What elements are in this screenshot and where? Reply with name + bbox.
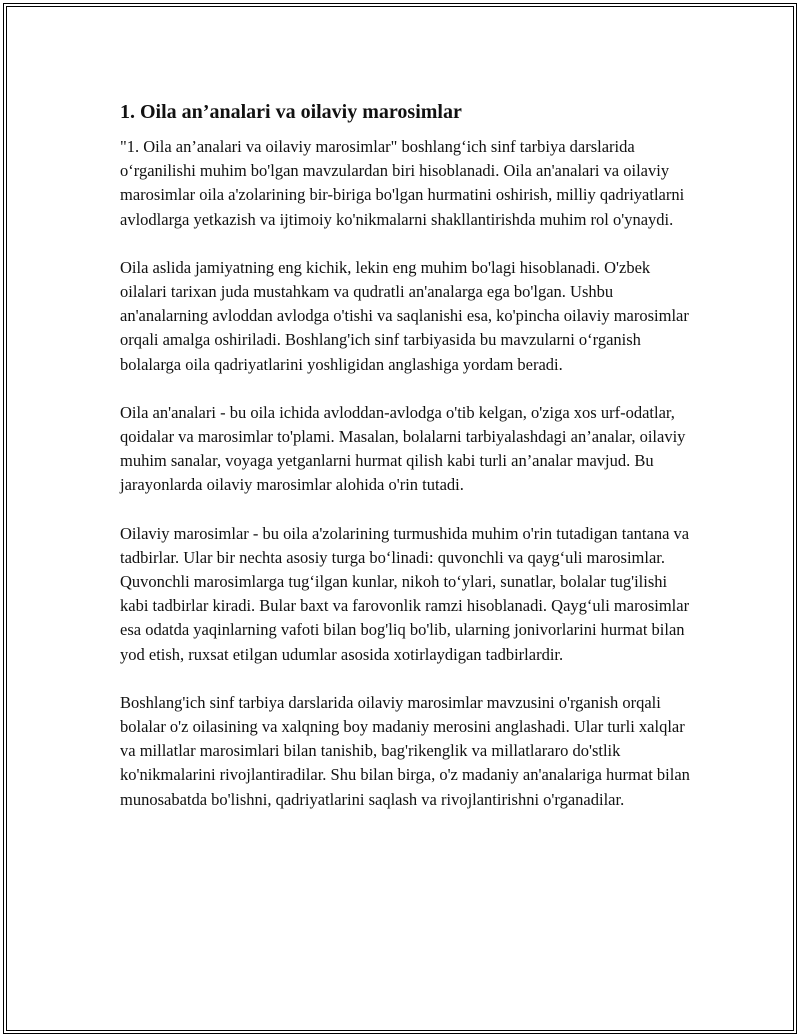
paragraph-1: "1. Oila an’analari va oilaviy marosimlar" boshlang‘ich sinf tarbiya darslarida o‘rganilishi muhim bo'lgan mavzulardan biri hisoblanadi. Oila an'analari va oilaviy marosimlar oila a'zolarining bir-biriga bo'lgan hurmatini oshirish, milliy qadriyatlarni avlodlarga yetkazish va ijtimoiy ko'nikmalarni shakllantirishda muhim rol o'ynaydi.: [120, 137, 685, 229]
document-page: [3, 3, 797, 1034]
paragraph-2: Oila aslida jamiyatning eng kichik, lekin eng muhim bo'lagi hisoblanadi. O'zbek oilalari tarixan juda mustahkam va qudratli an'analarga ega bo'lgan. Ushbu an'analarning avloddan avlodga o'tishi va saqlanishi esa, ko'pincha oilaviy marosimlar orqali amalga oshiriladi. Boshlang'ich sinf tarbiyasida bu mavzularni o‘rganish bolalarga oila qadriyatlarini yoshligidan anglashiga yordam beradi.: [120, 257, 689, 374]
paragraph-4: Oilaviy marosimlar - bu oila a'zolarining turmushida muhim o'rin tutadigan tantana va tadbirlar. Ular bir nechta asosiy turga bo‘linadi: quvonchli va qayg‘uli marosimlar. Quvonchli marosimlarga tug‘ilgan kunlar, nikoh to‘ylari, sunatlar, bolalar tug'ilishi kabi tadbirlar kiradi. Bular baxt va farovonlik ramzi hisoblanadi. Qayg‘uli marosimlar esa odatda yaqinlarning vafoti bilan bog'liq bo'lib, ularning jonivorlarini hurmat bilan yod etish, ruxsat etilgan udumlar asosida xotirlaydigan tadbirlardir.: [120, 523, 690, 664]
section-heading: 1. Oila an’analari va oilaviy marosimlar: [120, 101, 462, 123]
paragraph-5: Boshlang'ich sinf tarbiya darslarida oilaviy marosimlar mavzusini o'rganish orqali bolalar o'z oilasining va xalqning boy madaniy merosini anglashadi. Ular turli xalqlar va millatlar marosimlari bilan tanishib, bag'rikenglik va millatlararo do'stlik ko'nikmalarini rivojlantiradilar. Shu bilan birga, o'z madaniy an'analariga hurmat bilan munosabatda bo'lishni, qadriyatlarini saqlash va rivojlantirishni o'rganadilar.: [120, 692, 690, 809]
paragraph-3: Oila an'analari - bu oila ichida avloddan-avlodga o'tib kelgan, o'ziga xos urf-odatlar, qoidalar va marosimlar to'plami. Masalan, bolalarni tarbiyalashdagi an’analar, oilaviy muhim sanalar, voyaga yetganlarni hurmat qilish kabi turli an’analar mavjud. Bu jarayonlarda oilaviy marosimlar alohida o'rin tutadi.: [120, 402, 686, 495]
document-body: [120, 99, 694, 836]
